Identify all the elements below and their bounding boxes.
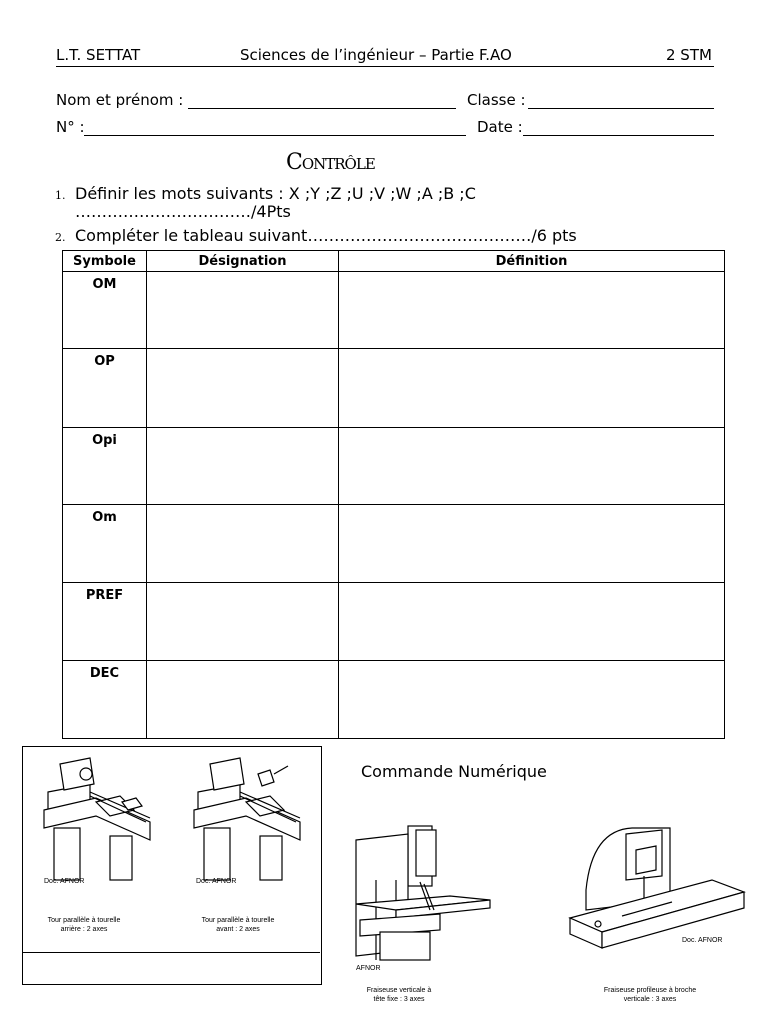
header-divider — [56, 66, 714, 67]
question-2-number: 2. — [55, 231, 66, 244]
cnc-title: Commande Numérique — [361, 762, 547, 781]
table-row — [63, 272, 725, 349]
table-row — [63, 349, 725, 427]
lathe-2-doc-label: Doc. AFNOR — [196, 878, 237, 885]
designation-cell[interactable] — [147, 583, 339, 660]
definition-cell[interactable] — [339, 583, 725, 660]
profile-mill-doc-label: Doc. AFNOR — [682, 937, 723, 944]
table-row — [63, 504, 725, 582]
symbol-cell: Om — [63, 504, 147, 582]
definition-cell[interactable] — [339, 660, 725, 738]
name-line — [188, 108, 456, 109]
designation-cell[interactable] — [147, 272, 339, 349]
date-label: Date : — [477, 118, 523, 136]
table-row — [63, 583, 725, 660]
lathe-2-caption: Tour parallèle à tourelle avant : 2 axes — [201, 917, 275, 933]
page-title: Contrôle — [286, 150, 375, 175]
symbol-cell: DEC — [63, 660, 147, 738]
classe-line — [528, 108, 714, 109]
name-label: Nom et prénom : — [56, 91, 184, 109]
header-class: 2 STM — [666, 46, 712, 64]
header-designation: Désignation — [147, 251, 339, 272]
table-header-row — [63, 251, 725, 272]
table-row — [63, 427, 725, 504]
definition-cell[interactable] — [339, 504, 725, 582]
header-school: L.T. SETTAT — [56, 46, 141, 64]
classe-label: Classe : — [467, 91, 526, 109]
symbol-cell: OM — [63, 272, 147, 349]
symbol-cell: OP — [63, 349, 147, 427]
lathe-1-doc-label: Doc. AFNOR — [44, 878, 85, 885]
question-2-text: Compléter le tableau suivant……………………………………/6 pts — [75, 226, 577, 245]
question-1-points: ……………………………/4Pts — [75, 202, 291, 221]
lathe-1-caption: Tour parallèle à tourelle arrière : 2 axes — [47, 917, 121, 933]
symbol-cell: Opi — [63, 427, 147, 504]
symbol-cell: PREF — [63, 583, 147, 660]
designation-cell[interactable] — [147, 504, 339, 582]
vertical-mill-doc-label: AFNOR — [356, 965, 381, 972]
lathe-figure-divider — [22, 952, 320, 953]
profile-milling-illustration — [562, 820, 752, 970]
header-definition: Définition — [339, 251, 725, 272]
designation-cell[interactable] — [147, 349, 339, 427]
vertical-milling-illustration — [350, 820, 500, 970]
designation-cell[interactable] — [147, 427, 339, 504]
definition-cell[interactable] — [339, 349, 725, 427]
designation-cell[interactable] — [147, 660, 339, 738]
lathe-illustration-1 — [30, 752, 320, 892]
number-label: N° : — [56, 118, 85, 136]
vertical-mill-caption: Fraiseuse verticale à tête fixe : 3 axes — [366, 987, 432, 1003]
table-row — [63, 660, 725, 738]
date-line — [523, 135, 714, 136]
definition-cell[interactable] — [339, 427, 725, 504]
question-1-number: 1. — [55, 189, 66, 202]
header-symbole: Symbole — [63, 251, 147, 272]
profile-mill-caption: Fraiseuse profileuse à broche verticale : 3 axes — [603, 987, 697, 1003]
question-1-text: Définir les mots suivants : X ;Y ;Z ;U ;V ;W ;A ;B ;C — [75, 184, 476, 203]
answer-table — [62, 250, 725, 739]
definition-cell[interactable] — [339, 272, 725, 349]
number-line — [84, 135, 466, 136]
header-subject: Sciences de l’ingénieur – Partie F.AO — [240, 46, 512, 64]
